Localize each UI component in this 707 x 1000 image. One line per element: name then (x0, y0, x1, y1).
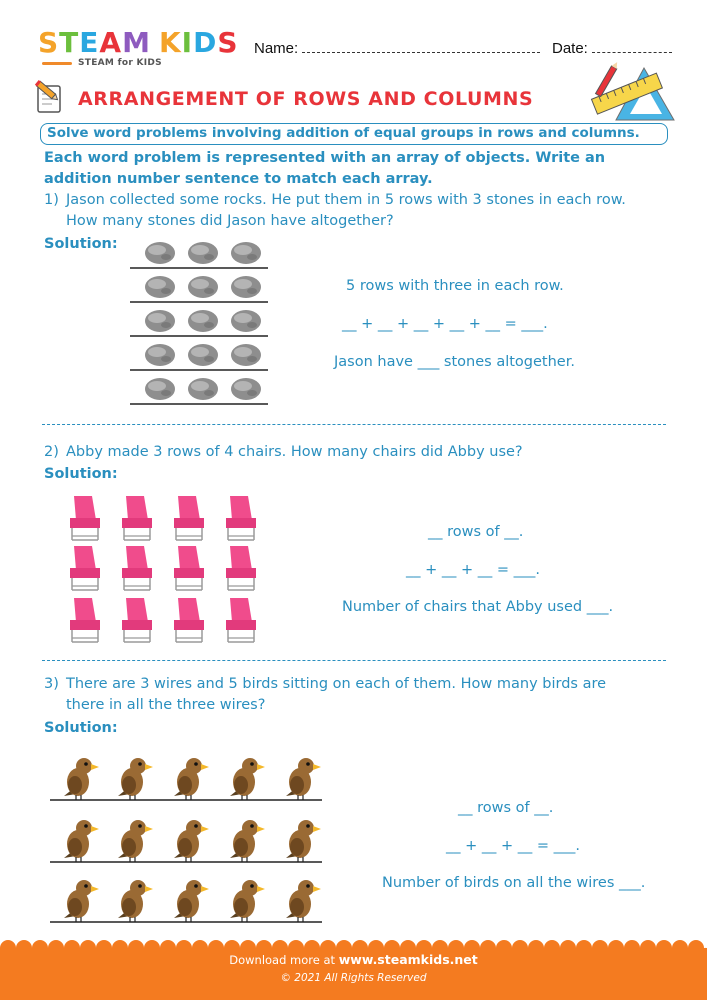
answer-1-line-1: 5 rows with three in each row. (346, 278, 564, 294)
chair-icon (174, 496, 204, 540)
learning-objective: Solve word problems involving addition of equal groups in rows and columns. (40, 123, 668, 145)
footer-url[interactable]: www.steamkids.net (338, 952, 478, 967)
question-3-text: There are 3 wires and 5 birds sitting on each of them. How many birds are (66, 676, 607, 692)
answer-1-line-2[interactable]: __ + __ + __ + __ + __ = ___. (342, 316, 548, 332)
ruler-set-square-icon (586, 60, 678, 122)
page-title: ARRANGEMENT OF ROWS AND COLUMNS (78, 88, 534, 110)
stone-array (130, 240, 270, 410)
instructions: Each word problem is represented with an array of objects. Write an addition number sentence to match each array. (44, 150, 606, 187)
question-2-text: Abby made 3 rows of 4 chairs. How many chairs did Abby use? (66, 444, 523, 460)
bird-icon (64, 880, 99, 922)
bird-icon (230, 880, 265, 922)
question-1-text: Jason collected some rocks. He put them in 5 rows with 3 stones in each row. (66, 192, 626, 208)
answer-2-line-2[interactable]: __ + __ + __ = ___. (406, 562, 540, 578)
solution-label-2: Solution: (44, 466, 118, 482)
answer-3-line-3[interactable]: Number of birds on all the wires ___. (382, 875, 646, 891)
stone-icon (145, 310, 175, 332)
chair-icon (174, 546, 204, 590)
chair-icon (226, 546, 256, 590)
question-1-number: 1) (44, 192, 59, 208)
brand-logo: STEAM KIDS (38, 26, 239, 59)
chair-array (62, 494, 272, 644)
date-label: Date: (552, 40, 588, 57)
answer-2-line-1[interactable]: __ rows of __. (428, 524, 524, 540)
chair-icon (122, 546, 152, 590)
question-3-number: 3) (44, 676, 59, 692)
brand-tagline: STEAM for KIDS (78, 58, 162, 68)
stone-icon (145, 378, 175, 400)
footer-copyright: © 2021 All Rights Reserved (280, 972, 427, 984)
chair-icon (226, 496, 256, 540)
chair-icon (70, 598, 100, 642)
footer (0, 938, 707, 1000)
section-divider (42, 424, 666, 425)
stone-icon (231, 378, 261, 400)
footer-download-prefix: Download more at (229, 953, 339, 967)
logo-underline (42, 62, 72, 65)
date-field[interactable] (592, 52, 672, 53)
bird-icon (174, 880, 209, 922)
section-divider (42, 660, 666, 661)
question-1-text-cont: How many stones did Jason have altogether? (66, 213, 394, 229)
question-2-number: 2) (44, 444, 59, 460)
stone-icon (188, 310, 218, 332)
bird-icon (286, 880, 321, 922)
stone-icon (145, 242, 175, 264)
answer-1-line-3[interactable]: Jason have ___ stones altogether. (334, 354, 575, 370)
name-label: Name: (254, 40, 299, 57)
bird-array (50, 748, 340, 923)
bird-icon (174, 820, 209, 862)
answer-2-line-3[interactable]: Number of chairs that Abby used ___. (342, 599, 614, 615)
chair-icon (174, 598, 204, 642)
bird-icon (64, 820, 99, 862)
bird-icon (230, 820, 265, 862)
question-3-text-cont: there in all the three wires? (66, 697, 266, 713)
bird-icon (118, 880, 153, 922)
chair-icon (226, 598, 256, 642)
bird-icon (64, 758, 99, 800)
solution-label-1: Solution: (44, 236, 118, 252)
stone-icon (188, 378, 218, 400)
bird-icon (118, 820, 153, 862)
bird-icon (286, 820, 321, 862)
name-field[interactable] (302, 52, 540, 53)
stone-icon (231, 242, 261, 264)
stone-icon (145, 344, 175, 366)
stone-icon (188, 276, 218, 298)
bird-icon (230, 758, 265, 800)
chair-icon (122, 496, 152, 540)
stone-icon (231, 276, 261, 298)
chair-icon (70, 546, 100, 590)
stone-icon (145, 276, 175, 298)
stone-icon (231, 310, 261, 332)
answer-3-line-1[interactable]: __ rows of __. (458, 800, 554, 816)
bird-icon (286, 758, 321, 800)
answer-3-line-2[interactable]: __ + __ + __ = ___. (446, 838, 580, 854)
bird-icon (118, 758, 153, 800)
chair-icon (122, 598, 152, 642)
solution-label-3: Solution: (44, 720, 118, 736)
stone-icon (188, 242, 218, 264)
pencil-notepad-icon (34, 80, 66, 114)
bird-icon (174, 758, 209, 800)
footer-download (0, 952, 707, 967)
stone-icon (188, 344, 218, 366)
chair-icon (70, 496, 100, 540)
stone-icon (231, 344, 261, 366)
